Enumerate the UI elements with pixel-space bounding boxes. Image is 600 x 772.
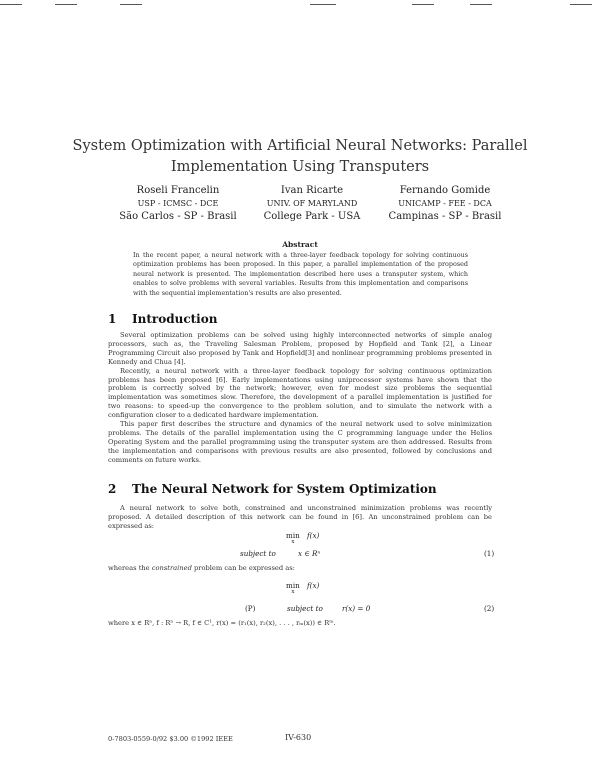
emphasis: constrained: [151, 564, 192, 572]
copyright-line: 0-7803-0559-0/92 $3.00 ©1992 IEEE: [108, 735, 233, 743]
equation-number: (1): [484, 549, 495, 558]
section-heading: [108, 312, 217, 326]
section-body: [108, 504, 492, 531]
section-number: 2: [108, 482, 117, 496]
title-line-2: Implementation Using Transputers: [170, 159, 430, 175]
section-heading: [108, 482, 437, 496]
equation-objective: f(x): [307, 531, 320, 540]
page-number: IV-630: [285, 733, 312, 742]
scan-rule: [412, 4, 434, 5]
abstract-text: In the recent paper, a neural network with a three-layer feedback topology for solving continuous optimization problems has been proposed. In this paper, a parallel implementation of the proposed neural network is presented. The implementation described here uses a transputer system, which enables to solve problems with several variables. Results from this implementation and comparisons with the sequential implementation's results are also presented.: [133, 251, 468, 297]
author-location: College Park - USA: [263, 211, 361, 222]
section-body: [108, 331, 492, 465]
section-title: Introduction: [132, 312, 218, 326]
equation-constraint: r(x) = 0: [342, 604, 371, 613]
author-block: [237, 184, 387, 223]
title-line-1: System Optimization with Artificial Neural Networks: Parallel: [72, 138, 528, 154]
paragraph: Recently, a neural network with a three-layer feedback topology for solving continuous optimization problems has been proposed [6]. Early implementations using uniprocessor systems have shown that the problem is correctly solved by the network; however, even for modest size problems the sequential implementation was sometimes slow. Therefore, the development of a parallel implementation is justified for two reasons: to speed-up the convergence to the problem solution, and to simulate the network with a configuration closer to a dedicated hardware implementation.: [108, 366, 492, 420]
author-block: [370, 184, 520, 223]
equation-number: (2): [484, 604, 495, 613]
section-number: 1: [108, 312, 117, 326]
scan-rule: [55, 4, 77, 5]
author-name: Roseli Francelin: [136, 185, 220, 196]
scan-rule: [120, 4, 142, 5]
section-body: whereas the constrained problem can be expressed as:: [108, 564, 295, 572]
equation-objective: f(x): [307, 581, 320, 590]
paragraph: A neural network to solve both, constrained and unconstrained minimization problems was recently proposed. A detailed description of this network can be found in [6]. An unconstrained problem can be expressed as:: [108, 504, 492, 530]
scan-rule: [310, 4, 336, 5]
abstract-heading: Abstract: [282, 240, 318, 249]
author-affiliation: UNICAMP - FEE - DCA: [398, 199, 492, 208]
paper-title: [60, 136, 540, 178]
equation-domain: x ∈ Rⁿ: [298, 549, 321, 558]
paragraph: Several optimization problems can be solved using highly interconnected networks of simple analog processors, such as, the Traveling Salesman Problem, proposed by Hopfield and Tank [2], a Linear Programming Circuit also proposed by Tank and Hopfield[3] and nonlinear programming problems presented in Kennedy and Chua [4].: [108, 331, 492, 366]
scan-rule: [0, 4, 22, 5]
section-title: The Neural Network for System Optimization: [132, 482, 437, 496]
author-name: Fernando Gomide: [399, 185, 491, 196]
author-block: [103, 184, 253, 223]
paragraph: This paper first describes the structure and dynamics of the neural network used to solve minimization problems. The details of the parallel implementation using the C programming language under the Helios Operating System and the parallel programming using the transputer system are then addressed. Results from the implementation and comparisons with previous results are also presented, followed by conclusions and comments on future works.: [108, 420, 492, 464]
author-location: São Carlos - SP - Brasil: [119, 211, 237, 222]
equation-subject-to: subject to: [240, 549, 276, 558]
equation-min: min x: [286, 581, 300, 595]
scan-rule: [470, 4, 492, 5]
equation-min: min x: [286, 531, 300, 545]
author-name: Ivan Ricarte: [280, 185, 344, 196]
equation-label: (P): [245, 604, 256, 613]
author-affiliation: UNIV. OF MARYLAND: [266, 199, 358, 208]
where-clause: where x ∈ Rⁿ, f : Rⁿ → R, f ∈ C¹, r(x) = (r₁(x), r₂(x), . . . , rₘ(x)) ∈ Rᵐ.: [108, 619, 336, 627]
author-location: Campinas - SP - Brasil: [388, 211, 502, 222]
equation-subject-to: subject to: [287, 604, 323, 613]
scan-rule: [570, 4, 592, 5]
author-affiliation: USP - ICMSC - DCE: [137, 199, 219, 208]
